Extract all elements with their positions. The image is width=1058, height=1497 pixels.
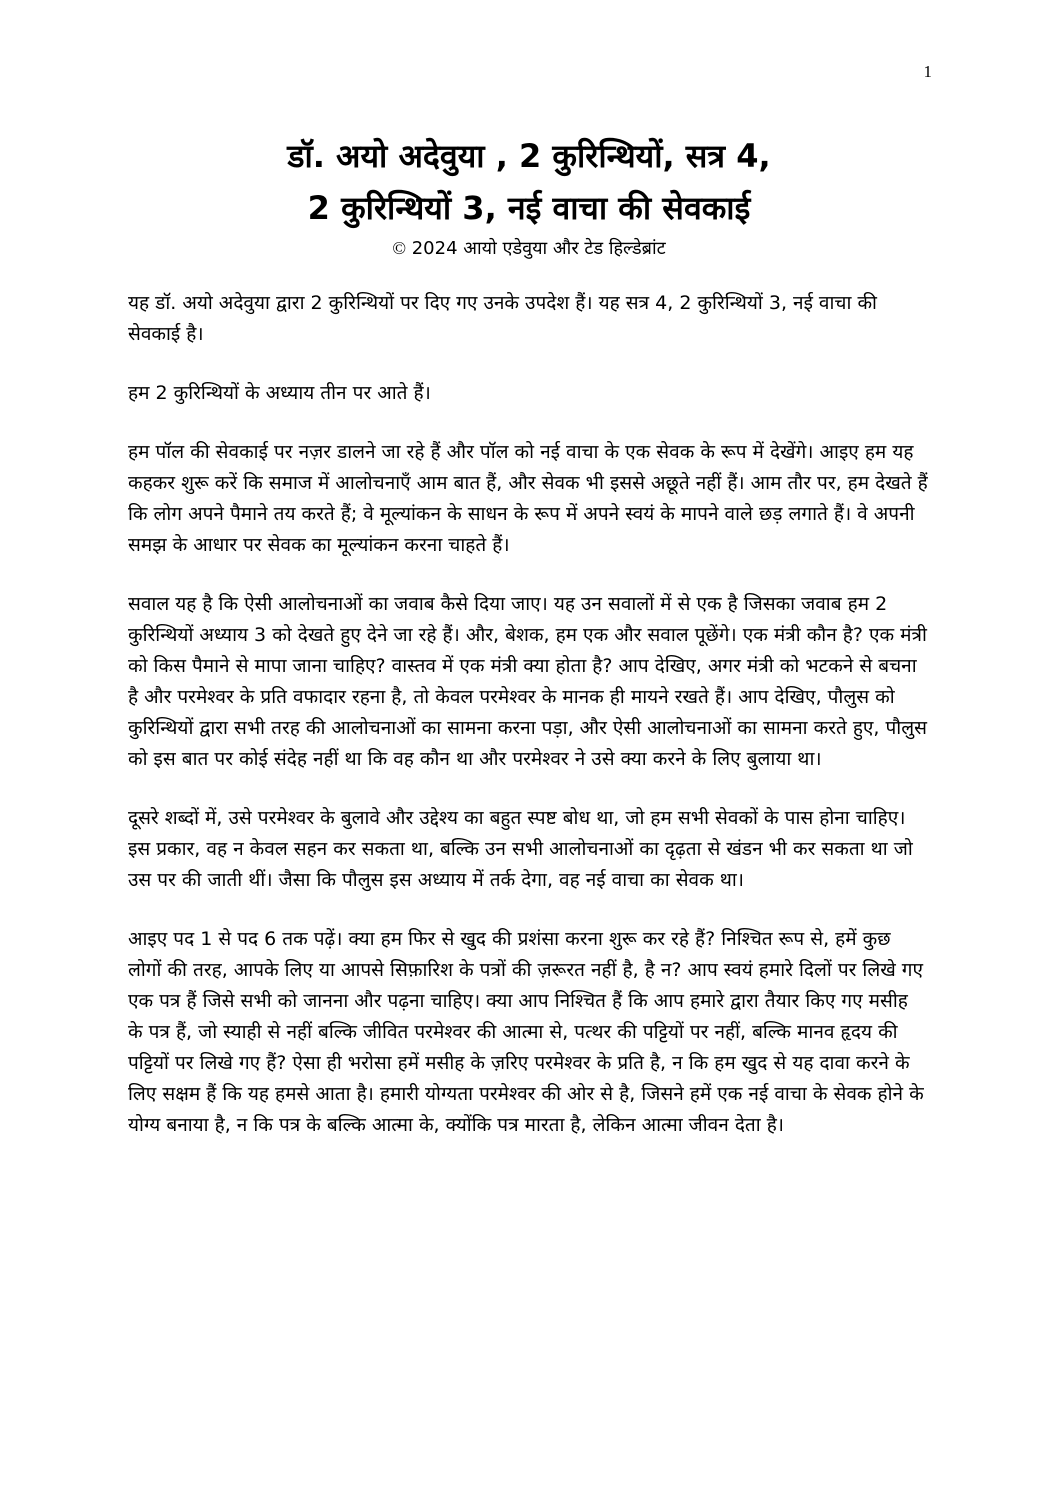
title-line-2: 2 कुरिन्थियों 3, नई वाचा की सेवकाई [307, 189, 751, 227]
paragraph-question: सवाल यह है कि ऐसी आलोचनाओं का जवाब कैसे दिया जाए। यह उन सवालों में से एक है जिसका जवाब हम 2 कुरिन्थियों अध्याय 3 को देखते हुए देने जा रहे हैं। और, बेशक, हम एक और सवाल पूछेंगे। एक मंत्री कौन है? एक मंत्री को किस पैमाने से मापा जाना चाहिए? वास्तव में एक मंत्री क्या होता है? आप देखिए, अगर मंत्री को भटकने से बचना है और परमेश्वर के प्रति वफादार रहना है, तो केवल परमेश्वर के मानक ही मायने रखते हैं। आप देखिए, पौलुस को कुरिन्थियों द्वारा सभी तरह की आलोचनाओं का सामना करना पड़ा, और ऐसी आलोचनाओं का सामना करते हुए, पौलुस को इस बात पर कोई संदेह नहीं था कि वह कौन था और परमेश्वर ने उसे क्या करने के लिए बुलाया था। [128, 593, 927, 770]
page-number: 1 [923, 62, 932, 81]
document-header [128, 130, 930, 263]
document-body [128, 288, 928, 1169]
paragraph-criticism: हम पॉल की सेवकाई पर नज़र डालने जा रहे हैं और पॉल को नई वाचा के एक सेवक के रूप में देखेंगे। आइए हम यह कहकर शुरू करें कि समाज में आलोचनाएँ आम बात हैं, और सेवक भी इससे अछूते नहीं हैं। आम तौर पर, हम देखते हैं कि लोग अपने पैमाने तय करते हैं; वे मूल्यांकन के साधन के रूप में अपने स्वयं के मापने वाले छड़ लगाते हैं। वे अपनी समझ के आधार पर सेवक का मूल्यांकन करना चाहते हैं। [128, 441, 928, 556]
copyright-line [128, 234, 930, 263]
paragraph-intro: यह डॉ. अयो अदेवुया द्वारा 2 कुरिन्थियों पर दिए गए उनके उपदेश हैं। यह सत्र 4, 2 कुरिन्थियों 3, नई वाचा की सेवकाई है। [128, 292, 877, 345]
document-title [128, 130, 930, 234]
copyright-symbol: © [392, 238, 406, 258]
paragraph-verses: आइए पद 1 से पद 6 तक पढ़ें। क्या हम फिर से खुद की प्रशंसा करना शुरू कर रहे हैं? निश्चित रूप से, हमें कुछ लोगों की तरह, आपके लिए या आपसे सिफ़ारिश के पत्रों की ज़रूरत नहीं है, है न? आप स्वयं हमारे दिलों पर लिखे गए एक पत्र हैं जिसे सभी को जानना और पढ़ना चाहिए। क्या आप निश्चित हैं कि आप हमारे द्वारा तैयार किए गए मसीह के पत्र हैं, जो स्याही से नहीं बल्कि जीवित परमेश्वर की आत्मा से, पत्थर की पट्टियों पर नहीं, बल्कि मानव हृदय की पट्टियों पर लिखे गए हैं? ऐसा ही भरोसा हमें मसीह के ज़रिए परमेश्वर के प्रति है, न कि हम खुद से यह दावा करने के लिए सक्षम हैं कि यह हमसे आता है। हमारी योग्यता परमेश्वर की ओर से है, जिसने हमें एक नई वाचा के सेवक होने के योग्य बनाया है, न कि पत्र के बल्कि आत्मा के, क्योंकि पत्र मारता है, लेकिन आत्मा जीवन देता है। [128, 928, 924, 1136]
copyright-text: 2024 आयो एडेवुया और टेड हिल्डेब्रांट [411, 238, 666, 259]
title-line-1: डॉ. अयो अदेवुया , 2 कुरिन्थियों, सत्र 4, [287, 137, 771, 175]
paragraph-chapter: हम 2 कुरिन्थियों के अध्याय तीन पर आते हैं। [128, 382, 431, 404]
paragraph-calling: दूसरे शब्दों में, उसे परमेश्वर के बुलावे और उद्देश्य का बहुत स्पष्ट बोध था, जो हम सभी सेवकों के पास होना चाहिए। इस प्रकार, वह न केवल सहन कर सकता था, बल्कि उन सभी आलोचनाओं का दृढ़ता से खंडन भी कर सकता था जो उस पर की जाती थीं। जैसा कि पौलुस इस अध्याय में तर्क देगा, वह नई वाचा का सेवक था। [128, 807, 913, 891]
